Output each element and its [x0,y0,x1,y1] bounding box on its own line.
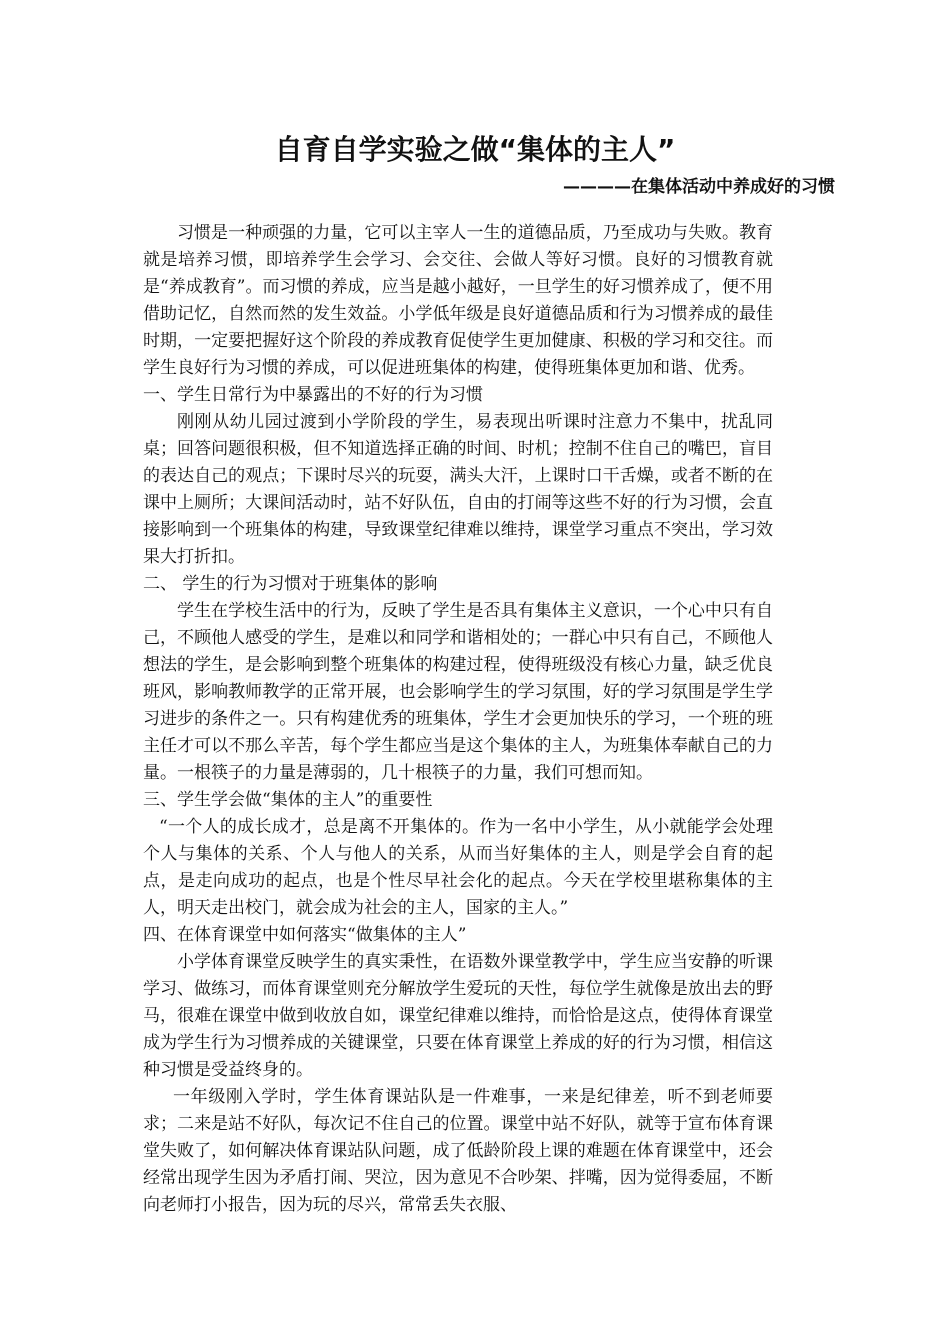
document-subtitle: ————在集体活动中养成好的习惯 [563,177,835,197]
section-2-paragraph: 学生在学校生活中的行为，反映了学生是否具有集体主义意识，一个心中只有自己，不顾他人感受的学生，是难以和同学和谐相处的；一群心中只有自己，不顾他人想法的学生，是会影响到整个班集体的构建过程，使得班级没有核心力量，缺乏优良班风，影响教师教学的正常开展，也会影响学生的学习氛围，好的学习氛围是学生学习进步的条件之一。只有构建优秀的班集体，学生才会更加快乐的学习，一个班的班主任才可以不那么辛苦，每个学生都应当是这个集体的主人，为班集体奉献自己的力量。一根筷子的力量是薄弱的，几十根筷子的力量，我们可想而知。 [143,601,773,783]
section-heading-2: 二、 学生的行为习惯对于班集体的影响 [143,574,438,594]
document-body [143,220,773,1219]
section-4-paragraph-1: 小学体育课堂反映学生的真实秉性，在语数外课堂教学中，学生应当安静的听课学习、做练习，而体育课堂则充分解放学生爱玩的天性，每位学生就像是放出去的野马，很难在课堂中做到收放自如，课堂纪律难以维持，而恰恰是这点，使得体育课堂成为学生行为习惯养成的关键课堂，只要在体育课堂上养成的好的行为习惯，相信这种习惯是受益终身的。 [143,952,773,1080]
section-4-paragraph-2: 一年级刚入学时，学生体育课站队是一件难事，一来是纪律差，听不到老师要求；二来是站不好队，每次记不住自己的位置。课堂中站不好队，就等于宣布体育课堂失败了，如何解决体育课站队问题，成了低龄阶段上课的难题在体育课堂中，还会经常出现学生因为矛盾打闹、哭泣，因为意见不合吵架、拌嘴，因为觉得委屈，不断向老师打小报告，因为玩的尽兴，常常丢失衣服、 [143,1087,773,1215]
section-heading-3: 三、学生学会做“集体的主人”的重要性 [143,790,433,810]
intro-paragraph: 习惯是一种顽强的力量，它可以主宰人一生的道德品质，乃至成功与失败。教育就是培养习惯，即培养学生会学习、会交往、会做人等好习惯。良好的习惯教育就是“养成教育”。而习惯的养成，应当是越小越好，一旦学生的好习惯养成了，便不用借助记忆，自然而然的发生效益。小学低年级是良好道德品质和行为习惯养成的最佳时期，一定要把握好这个阶段的养成教育促使学生更加健康、积极的学习和交往。而学生良好行为习惯的养成，可以促进班集体的构建，使得班集体更加和谐、优秀。 [143,223,773,378]
section-3-quote: “一个人的成长成才，总是离不开集体的。作为一名中小学生，从小就能学会处理个人与集体的关系、个人与他人的关系，从而当好集体的主人，则是学会自育的起点，是走向成功的起点，也是个性尽早社会化的起点。今天在学校里堪称集体的主人，明天走出校门，就会成为社会的主人，国家的主人。” [143,817,773,918]
document-title: 自育自学实验之做“集体的主人” [274,133,676,166]
section-heading-4: 四、在体育课堂中如何落实“做集体的主人” [143,925,467,945]
section-1-paragraph: 刚刚从幼儿园过渡到小学阶段的学生，易表现出听课时注意力不集中，扰乱同桌；回答问题很积极，但不知道选择正确的时间、时机；控制不住自己的嘴巴，盲目的表达自己的观点；下课时尽兴的玩耍，满头大汗，上课时口干舌燥，或者不断的在课中上厕所；大课间活动时，站不好队伍，自由的打闹等这些不好的行为习惯，会直接影响到一个班集体的构建，导致课堂纪律难以维持，课堂学习重点不突出，学习效果大打折扣。 [143,412,773,567]
section-heading-1: 一、学生日常行为中暴露出的不好的行为习惯 [143,385,483,405]
